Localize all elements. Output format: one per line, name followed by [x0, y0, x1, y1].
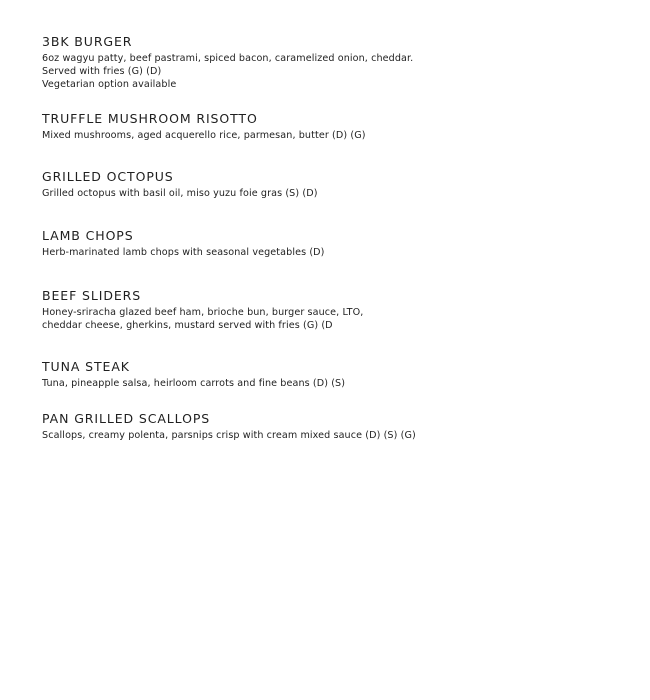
- menu-item-title: TUNA STEAK: [42, 359, 130, 374]
- description-line: Tuna, pineapple salsa, heirloom carrots and fine beans (D) (S): [42, 378, 346, 389]
- menu-item-title: GRILLED OCTOPUS: [42, 169, 174, 184]
- menu-item-description: [42, 246, 622, 259]
- menu-item-title: 3BK BURGER: [42, 34, 133, 49]
- menu-item-truffle-mushroom-risotto: [42, 111, 622, 142]
- menu-item-3bk-burger: [42, 34, 622, 91]
- menu-item-description: [42, 187, 622, 200]
- description-line: Honey-sriracha glazed beef ham, brioche bun, burger sauce, LTO,: [42, 307, 364, 318]
- description-line: cheddar cheese, gherkins, mustard served with fries (G) (D: [42, 320, 333, 331]
- menu-item-description: [42, 52, 622, 91]
- menu-item-description: [42, 429, 622, 442]
- menu-item-description: [42, 306, 622, 332]
- menu-item-title: BEEF SLIDERS: [42, 288, 142, 303]
- menu-item-title: LAMB CHOPS: [42, 228, 134, 243]
- menu-item-grilled-octopus: [42, 169, 622, 200]
- menu-item-description: [42, 377, 622, 390]
- menu-item-pan-grilled-scallops: [42, 411, 622, 442]
- description-line: Grilled octopus with basil oil, miso yuzu foie gras (S) (D): [42, 188, 318, 199]
- menu-item-lamb-chops: [42, 228, 622, 259]
- menu-item-beef-sliders: [42, 288, 622, 332]
- description-line: 6oz wagyu patty, beef pastrami, spiced bacon, caramelized onion, cheddar.: [42, 53, 414, 64]
- menu-item-description: [42, 129, 622, 142]
- menu-item-title: TRUFFLE MUSHROOM RISOTTO: [42, 111, 258, 126]
- menu-item-title: PAN GRILLED SCALLOPS: [42, 411, 211, 426]
- description-line: Vegetarian option available: [42, 79, 177, 90]
- description-line: Herb-marinated lamb chops with seasonal vegetables (D): [42, 247, 325, 258]
- menu-item-tuna-steak: [42, 359, 622, 390]
- description-line: Mixed mushrooms, aged acquerello rice, parmesan, butter (D) (G): [42, 130, 366, 141]
- description-line: Scallops, creamy polenta, parsnips crisp with cream mixed sauce (D) (S) (G): [42, 430, 416, 441]
- description-line: Served with fries (G) (D): [42, 66, 162, 77]
